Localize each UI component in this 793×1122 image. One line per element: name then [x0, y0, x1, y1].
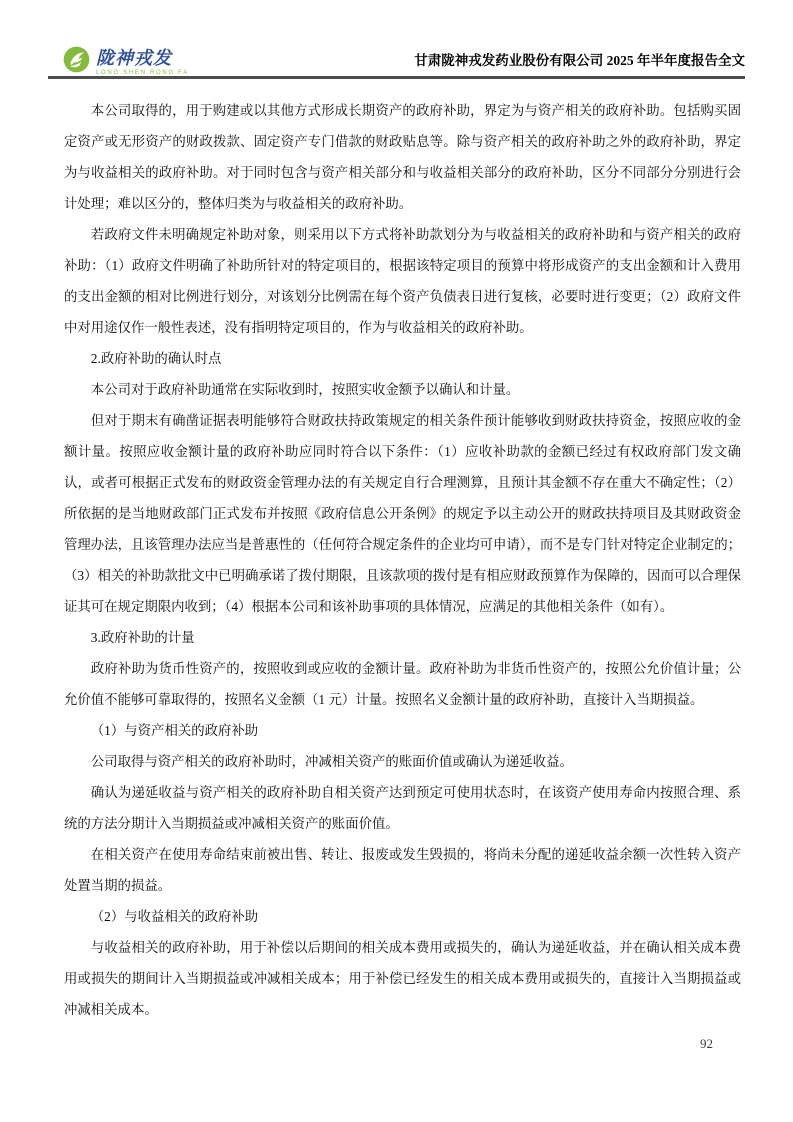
- brand-name-en: LONG SHEN RONG FA: [96, 70, 189, 76]
- subheading-asset-related-subsidy: （1）与资产相关的政府补助: [90, 723, 259, 738]
- report-title: 甘肃陇神戎发药业股份有限公司 2025 年半年度报告全文: [414, 53, 745, 68]
- paragraph-deferred-income-amortization: 确认为递延收益与资产相关的政府补助自相关资产达到预定可使用状态时，在该资产使用寿命内按照合理、系统的方法分期计入当期损益或冲减相关资产的账面价值。: [64, 785, 741, 831]
- brand-name-cn: 陇神戎发: [96, 48, 172, 68]
- company-logo: [63, 46, 189, 76]
- paragraph-subsidy-classification: 本公司取得的，用于购建或以其他方式形成长期资产的政府补助，界定为与资产相关的政府补助。包括购买固定资产或无形资产的财政拨款、固定资产专门借款的财政贴息等。除与资产相关的政府补助之外的政府补助，界定为与收益相关的政府补助。对于同时包含与资产相关部分和与收益相关部分的政府补助，区分不同部分分别进行会计处理；难以区分的，整体归类为与收益相关的政府补助。: [64, 103, 741, 211]
- subheading-income-related-subsidy: （2）与收益相关的政府补助: [90, 909, 259, 924]
- section-heading-measurement: 3.政府补助的计量: [90, 630, 195, 645]
- brand-text: [96, 46, 189, 76]
- paragraph-income-related-treatment: 与收益相关的政府补助，用于补偿以后期间的相关成本费用或损失的，确认为递延收益，并在确认相关成本费用或损失的期间计入当期损益或冲减相关成本；用于补偿已经发生的相关成本费用或损失的，直接计入当期损益或冲减相关成本。: [64, 940, 741, 1017]
- paragraph-measurement-basis: 政府补助为货币性资产的，按照收到或应收的金额计量。政府补助为非货币性资产的，按照公允价值计量；公允价值不能够可靠取得的，按照名义金额（1 元）计量。按照名义金额计量的政府补助，直接计入当期损益。: [64, 661, 741, 707]
- page-header: [0, 0, 793, 77]
- page-number: 92: [700, 1036, 713, 1051]
- document-body: [64, 95, 741, 1025]
- paragraph-subsidy-division-method: 若政府文件未明确规定补助对象，则采用以下方式将补助款划分为与收益相关的政府补助和与资产相关的政府补助：（1）政府文件明确了补助所针对的特定项目的，根据该特定项目的预算中将形成资产的支出金额和计入费用的支出金额的相对比例进行划分，对该划分比例需在每个资产负债表日进行复核，必要时进行变更；（2）政府文件中对用途仅作一般性表述，没有指明特定项目的，作为与收益相关的政府补助。: [64, 227, 741, 335]
- paragraph-asset-disposal-treatment: 在相关资产在使用寿命结束前被出售、转让、报废或发生毁损的，将尚未分配的递延收益余额一次性转入资产处置当期的损益。: [64, 847, 741, 893]
- paragraph-asset-related-treatment: 公司取得与资产相关的政府补助时，冲减相关资产的账面价值或确认为递延收益。: [90, 754, 573, 769]
- paragraph-receivable-conditions: 但对于期末有确凿证据表明能够符合财政扶持政策规定的相关条件预计能够收到财政扶持资金，按照应收的金额计量。按照应收金额计量的政府补助应同时符合以下条件：（1）应收补助款的金额已经过有权政府部门发文确认，或者可根据正式发布的财政资金管理办法的有关规定自行合理测算，且预计其金额不存在重大不确定性；（2）所依据的是当地财政部门正式发布并按照《政府信息公开条例》的规定予以主动公开的财政扶持项目及其财政资金管理办法，且该管理办法应当是普惠性的（任何符合规定条件的企业均可申请），而不是专门针对特定企业制定的；（3）相关的补助款批文中已明确承诺了拨付期限，且该款项的拨付是有相应财政预算作为保障的，因而可以合理保证其可在规定期限内收到；（4）根据本公司和该补助事项的具体情况，应满足的其他相关条件（如有）。: [64, 413, 741, 614]
- paragraph-recognition-on-receipt: 本公司对于政府补助通常在实际收到时，按照实收金额予以确认和计量。: [90, 382, 520, 397]
- section-heading-recognition-timing: 2.政府补助的确认时点: [90, 351, 222, 366]
- header-divider: [48, 76, 745, 79]
- company-logo-icon: [63, 46, 90, 73]
